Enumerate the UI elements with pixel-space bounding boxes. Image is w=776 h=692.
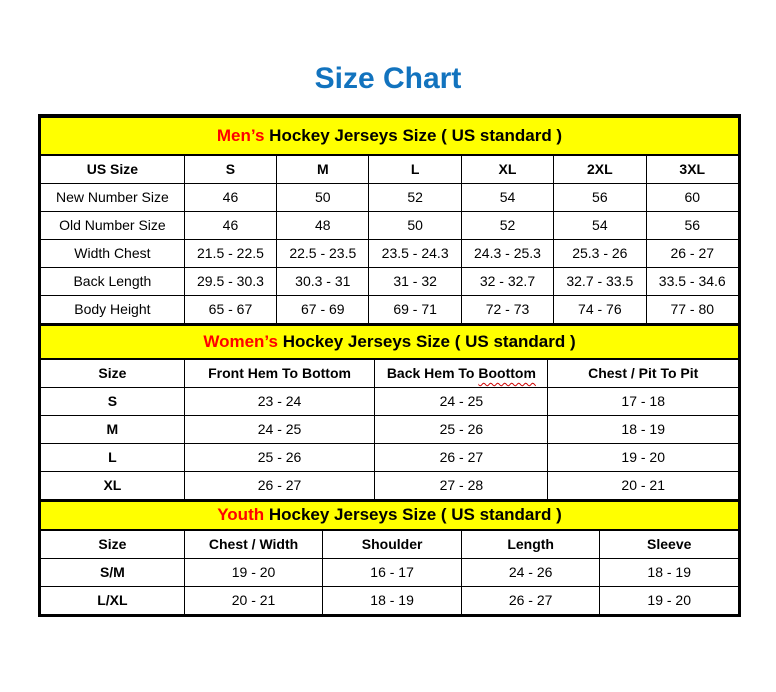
value-cell: 24 - 26 (461, 559, 600, 587)
value-cell: 17 - 18 (548, 388, 739, 416)
value-cell: 26 - 27 (461, 587, 600, 615)
youth-section-band (41, 501, 739, 530)
value-cell: 52 (369, 184, 461, 212)
womens-section-title (41, 325, 739, 359)
mens-title-rest: Hockey Jerseys Size ( US standard ) (269, 125, 563, 145)
value-cell: 46 (184, 184, 276, 212)
column-header: Shoulder (323, 530, 462, 559)
column-header: M (277, 155, 369, 184)
value-cell: 23 - 24 (184, 388, 375, 416)
value-cell: 25 - 26 (184, 444, 375, 472)
row-label: XL (41, 472, 185, 500)
column-header (375, 359, 548, 388)
value-cell: 48 (277, 212, 369, 240)
youth-header-row (41, 530, 739, 559)
value-cell: 77 - 80 (646, 296, 739, 324)
value-cell: 29.5 - 30.3 (184, 268, 276, 296)
row-label: M (41, 416, 185, 444)
value-cell: 19 - 20 (184, 559, 323, 587)
value-cell: 18 - 19 (548, 416, 739, 444)
value-cell: 50 (369, 212, 461, 240)
column-header: Size (41, 530, 185, 559)
value-cell: 26 - 27 (646, 240, 739, 268)
column-header: L (369, 155, 461, 184)
value-cell: 32.7 - 33.5 (554, 268, 646, 296)
row-label: New Number Size (41, 184, 185, 212)
column-header: Size (41, 359, 185, 388)
value-cell: 18 - 19 (323, 587, 462, 615)
row-label: S (41, 388, 185, 416)
column-header-text: Back Hem To (386, 365, 475, 382)
value-cell: 18 - 19 (600, 559, 739, 587)
column-header: 2XL (554, 155, 646, 184)
column-header: Length (461, 530, 600, 559)
value-cell: 54 (554, 212, 646, 240)
table-row (41, 587, 739, 615)
table-row (41, 212, 739, 240)
column-header: Chest / Width (184, 530, 323, 559)
youth-size-table (40, 500, 739, 615)
youth-title-highlight: Youth (217, 505, 265, 525)
value-cell: 31 - 32 (369, 268, 461, 296)
row-label: S/M (41, 559, 185, 587)
value-cell: 20 - 21 (184, 587, 323, 615)
row-label: Body Height (41, 296, 185, 324)
youth-title-rest: Hockey Jerseys Size ( US standard ) (268, 505, 562, 525)
womens-section-band (41, 325, 739, 359)
value-cell: 22.5 - 23.5 (277, 240, 369, 268)
mens-section-title (41, 117, 739, 155)
row-label: L/XL (41, 587, 185, 615)
youth-section-title (41, 501, 739, 530)
mens-size-table (40, 116, 739, 324)
table-row (41, 444, 739, 472)
value-cell: 46 (184, 212, 276, 240)
mens-header-row (41, 155, 739, 184)
row-label: Old Number Size (41, 212, 185, 240)
value-cell: 32 - 32.7 (461, 268, 553, 296)
page-title: Size Chart (314, 62, 462, 95)
column-header: US Size (41, 155, 185, 184)
value-cell: 24 - 25 (184, 416, 375, 444)
mens-section-band (41, 117, 739, 155)
value-cell: 33.5 - 34.6 (646, 268, 739, 296)
row-label: Back Length (41, 268, 185, 296)
value-cell: 24.3 - 25.3 (461, 240, 553, 268)
column-header: Front Hem To Bottom (184, 359, 375, 388)
value-cell: 19 - 20 (600, 587, 739, 615)
value-cell: 20 - 21 (548, 472, 739, 500)
column-header: XL (461, 155, 553, 184)
table-row (41, 472, 739, 500)
value-cell: 19 - 20 (548, 444, 739, 472)
value-cell: 56 (646, 212, 739, 240)
value-cell: 67 - 69 (277, 296, 369, 324)
value-cell: 27 - 28 (375, 472, 548, 500)
row-label: Width Chest (41, 240, 185, 268)
mens-title-highlight: Men’s (216, 125, 265, 145)
table-row (41, 416, 739, 444)
column-header: 3XL (646, 155, 739, 184)
value-cell: 56 (554, 184, 646, 212)
value-cell: 72 - 73 (461, 296, 553, 324)
column-header: Sleeve (600, 530, 739, 559)
value-cell: 60 (646, 184, 739, 212)
value-cell: 74 - 76 (554, 296, 646, 324)
womens-header-row (41, 359, 739, 388)
womens-title-highlight: Women’s (203, 331, 278, 351)
value-cell: 23.5 - 24.3 (369, 240, 461, 268)
value-cell: 54 (461, 184, 553, 212)
womens-size-table (40, 324, 739, 500)
value-cell: 24 - 25 (375, 388, 548, 416)
row-label: L (41, 444, 185, 472)
table-row (41, 296, 739, 324)
value-cell: 65 - 67 (184, 296, 276, 324)
column-header: S (184, 155, 276, 184)
table-row (41, 184, 739, 212)
misspelled-word: Boottom (478, 365, 536, 382)
value-cell: 25 - 26 (375, 416, 548, 444)
table-row (41, 268, 739, 296)
value-cell: 30.3 - 31 (277, 268, 369, 296)
table-row (41, 559, 739, 587)
table-row (41, 388, 739, 416)
value-cell: 69 - 71 (369, 296, 461, 324)
value-cell: 26 - 27 (184, 472, 375, 500)
value-cell: 26 - 27 (375, 444, 548, 472)
value-cell: 52 (461, 212, 553, 240)
value-cell: 25.3 - 26 (554, 240, 646, 268)
value-cell: 16 - 17 (323, 559, 462, 587)
column-header: Chest / Pit To Pit (548, 359, 739, 388)
value-cell: 21.5 - 22.5 (184, 240, 276, 268)
womens-title-rest: Hockey Jerseys Size ( US standard ) (282, 331, 576, 351)
table-row (41, 240, 739, 268)
size-chart (38, 114, 741, 617)
value-cell: 50 (277, 184, 369, 212)
